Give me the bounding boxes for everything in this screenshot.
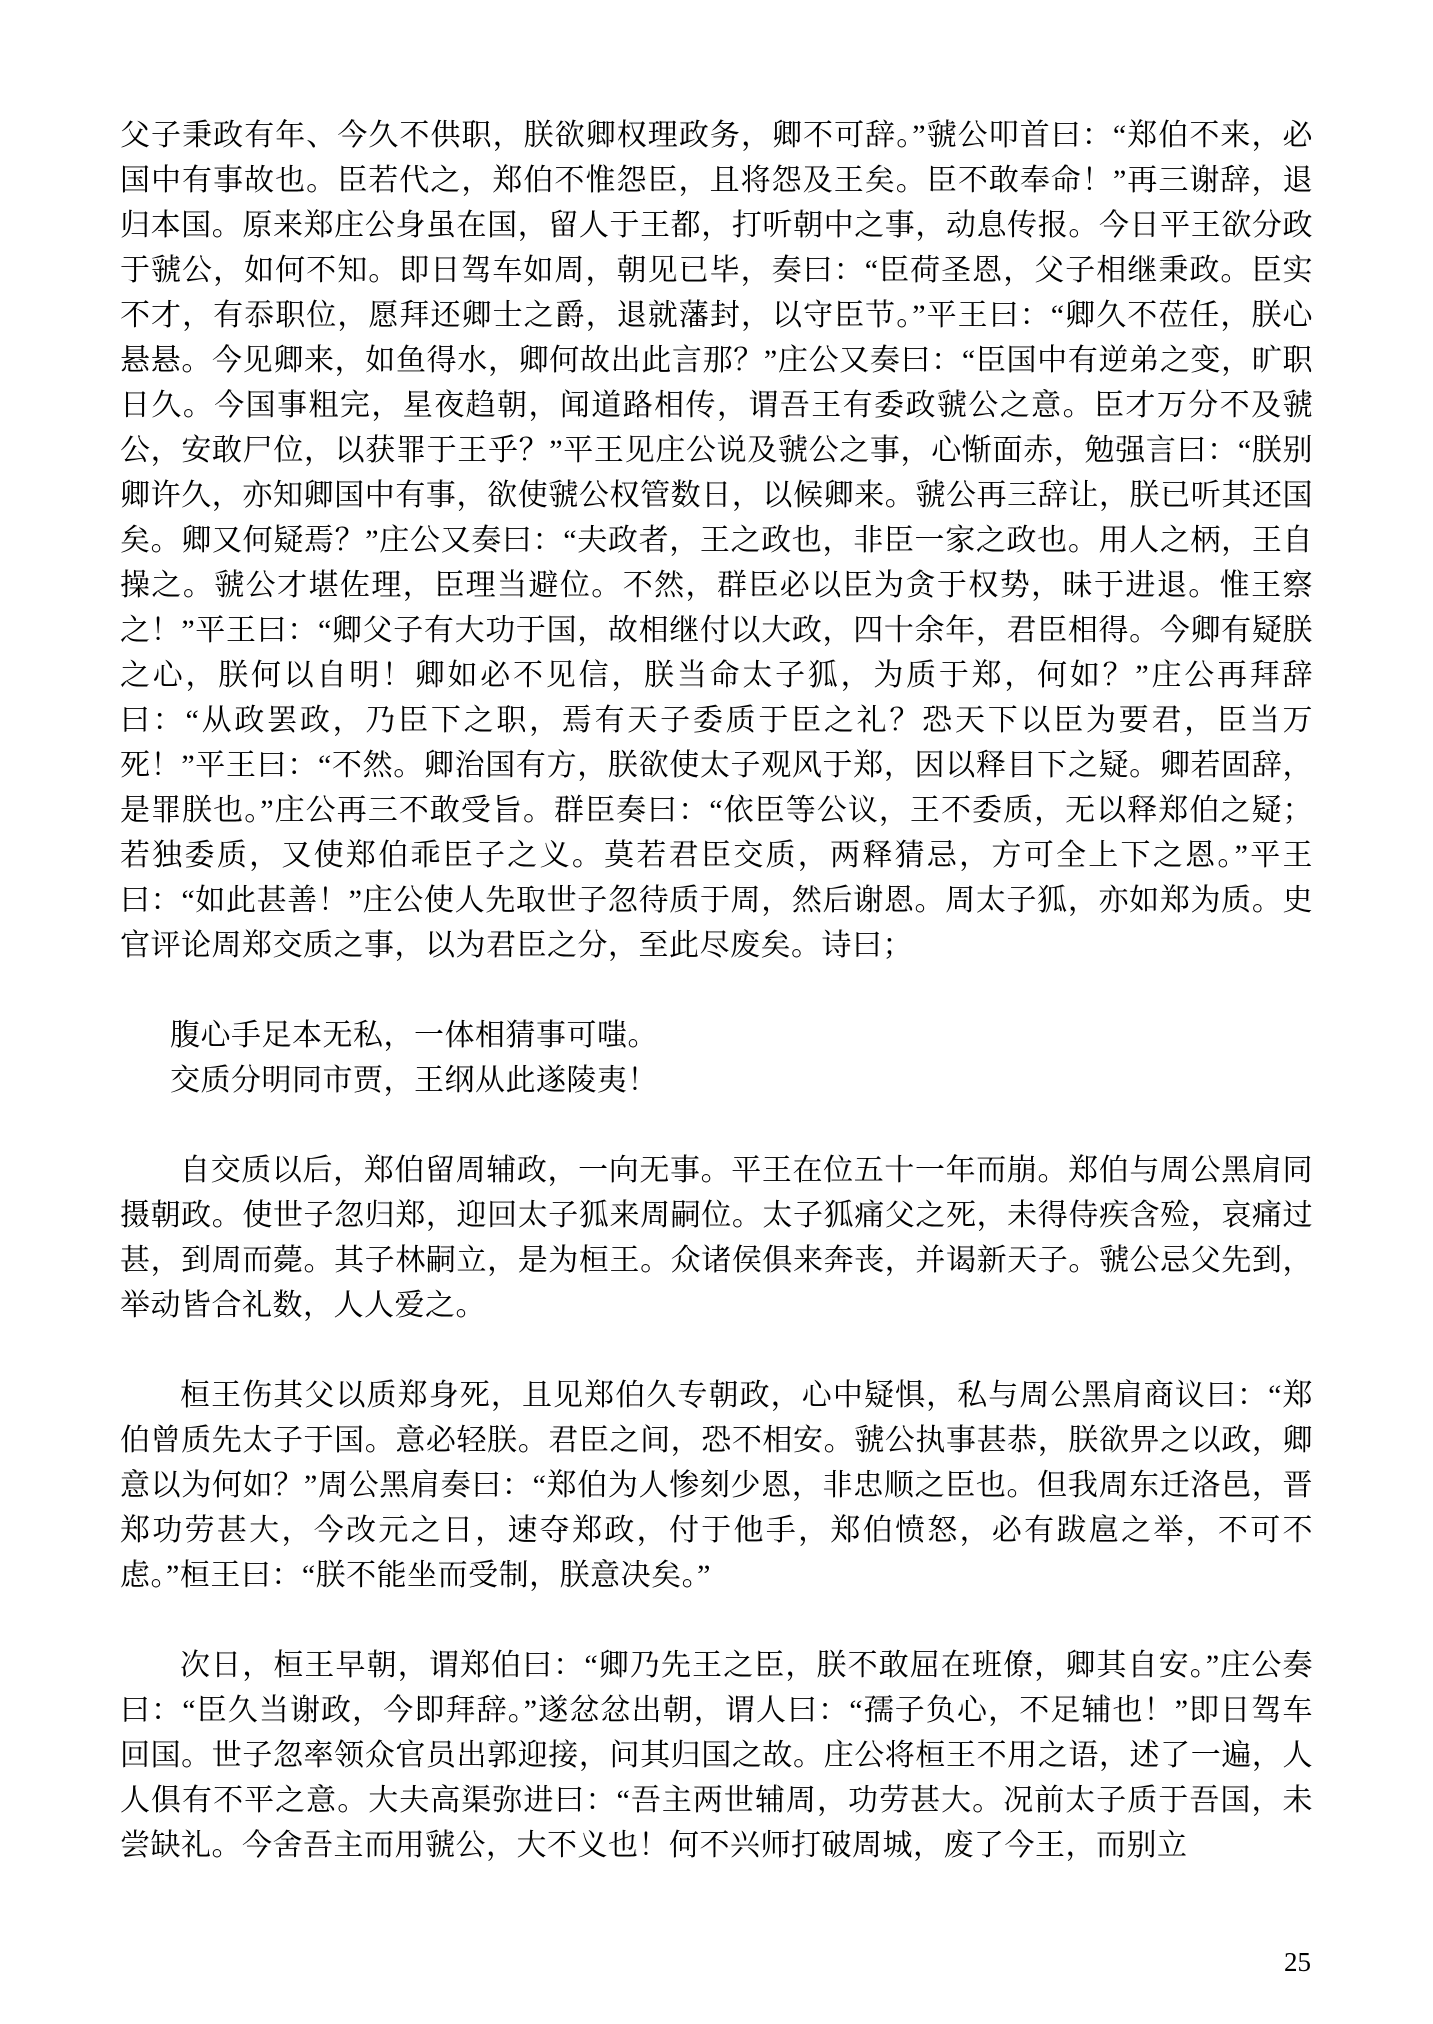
poem-line-1: 腹心手足本无私，一体相猜事可嗤。 <box>170 1019 658 1052</box>
text-block <box>120 113 1313 1868</box>
block-gap <box>120 1103 1313 1148</box>
page-number: 25 <box>1284 1947 1311 1977</box>
paragraph-body: 次日，桓王早朝，谓郑伯曰：“卿乃先王之臣，朕不敢屈在班僚，卿其自安。”庄公奏曰：“臣久当谢政，今即拜辞。”遂忿忿出朝，谓人曰：“孺子负心，不足辅也！”即日驾车回国。世子忽率领众官员出郭迎接，问其归国之故。庄公将桓王不用之语，述了一遍，人人俱有不平之意。大夫高渠弥进曰：“吾主两世辅周，功劳甚大。况前太子质于吾国，未尝缺礼。今舍吾主而用虢公，大不义也！何不兴师打破周城，废了今王，而别立 <box>120 1649 1313 1862</box>
paragraph-body: 桓王伤其父以质郑身死，且见郑伯久专朝政，心中疑惧，私与周公黑肩商议曰：“郑伯曾质先太子于国。意必轻朕。君臣之间，恐不相安。虢公执事甚恭，朕欲畀之以政，卿意以为何如？”周公黑肩奏曰：“郑伯为人惨刻少恩，非忠顺之臣也。但我周东迁洛邑，晋郑功劳甚大，今改元之日，速夺郑政，付于他手，郑伯愤怒，必有跋扈之举，不可不虑。”桓王曰：“朕不能坐而受制，朕意决矣。” <box>120 1379 1313 1592</box>
block-gap <box>120 1328 1313 1373</box>
paragraph-body: 自交质以后，郑伯留周辅政，一向无事。平王在位五十一年而崩。郑伯与周公黑肩同摄朝政。使世子忽归郑，迎回太子狐来周嗣位。太子狐痛父之死，未得侍疾含殓，哀痛过甚，到周而薨。其子林嗣立，是为桓王。众诸侯俱来奔丧，并谒新天子。虢公忌父先到，举动皆合礼数，人人爱之。 <box>120 1154 1313 1322</box>
poem <box>120 1013 1313 1103</box>
block-gap <box>120 968 1313 1013</box>
poem-line-2: 交质分明同市贾，王纲从此遂陵夷！ <box>170 1064 658 1097</box>
block-gap <box>120 1598 1313 1643</box>
paragraph-continuation: 父子秉政有年、今久不供职，朕欲卿权理政务，卿不可辞。”虢公叩首曰：“郑伯不来，必国中有事故也。臣若代之，郑伯不惟怨臣，且将怨及王矣。臣不敢奉命！”再三谢辞，退归本国。原来郑庄公身虽在国，留人于王都，打听朝中之事，动息传报。今日平王欲分政于虢公，如何不知。即日驾车如周，朝见已毕，奏曰：“臣荷圣恩，父子相继秉政。臣实不才，有忝职位，愿拜还卿士之爵，退就藩封，以守臣节。”平王曰：“卿久不莅任，朕心悬悬。今见卿来，如鱼得水，卿何故出此言那？”庄公又奏曰：“臣国中有逆弟之变，旷职日久。今国事粗完，星夜趋朝，闻道路相传，谓吾王有委政虢公之意。臣才万分不及虢公，安敢尸位，以获罪于王乎？”平王见庄公说及虢公之事，心惭面赤，勉强言曰：“朕别卿许久，亦知卿国中有事，欲使虢公权管数日，以候卿来。虢公再三辞让，朕已听其还国矣。卿又何疑焉？”庄公又奏曰：“夫政者，王之政也，非臣一家之政也。用人之柄，王自操之。虢公才堪佐理，臣理当避位。不然，群臣必以臣为贪于权势，昧于进退。惟王察之！”平王曰：“卿父子有大功于国，故相继付以大政，四十余年，君臣相得。今卿有疑朕之心，朕何以自明！卿如必不见信，朕当命太子狐，为质于郑，何如？”庄公再拜辞曰：“从政罢政，乃臣下之职，焉有天子委质于臣之礼？恐天下以臣为要君，臣当万死！”平王曰：“不然。卿治国有方，朕欲使太子观风于郑，因以释目下之疑。卿若固辞，是罪朕也。”庄公再三不敢受旨。群臣奏曰：“依臣等公议，王不委质，无以释郑伯之疑；若独委质，又使郑伯乖臣子之义。莫若君臣交质，两释猜忌，方可全上下之恩。”平王曰：“如此甚善！”庄公使人先取世子忽待质于周，然后谢恩。周太子狐，亦如郑为质。史官评论周郑交质之事，以为君臣之分，至此尽废矣。诗曰； <box>120 119 1313 962</box>
